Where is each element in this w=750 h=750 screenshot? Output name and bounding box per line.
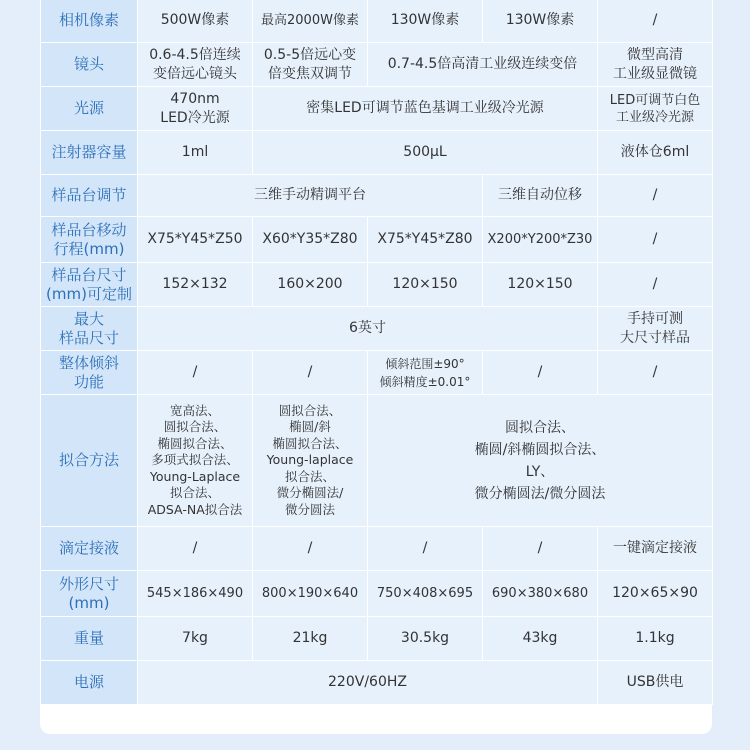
cell-value: 130W像素 (368, 0, 483, 43)
cell-value: 120×150 (368, 263, 483, 307)
row-dispensing (41, 527, 713, 571)
row-max-sample-size (41, 307, 713, 351)
cell-value: 一键滴定接液 (598, 527, 713, 571)
row-dimensions (41, 571, 713, 617)
cell-value: 1.1kg (598, 617, 713, 661)
row-stage-travel (41, 217, 713, 263)
cell-value: 液体仓6ml (598, 131, 713, 175)
row-label: 镜头 (41, 43, 138, 87)
cell-value: 微型高清 工业级显微镜 (598, 43, 713, 87)
row-label: 外形尺寸 (mm) (41, 571, 138, 617)
cell-value: 470nm LED冷光源 (138, 87, 253, 131)
cell-value: 6英寸 (138, 307, 598, 351)
cell-value: / (253, 351, 368, 395)
cell-value: 750×408×695 (368, 571, 483, 617)
row-label: 重量 (41, 617, 138, 661)
cell-value: / (253, 527, 368, 571)
spec-table (40, 0, 713, 705)
cell-value: 三维手动精调平台 (138, 175, 483, 217)
row-camera-pixels (41, 0, 713, 43)
row-syringe-capacity (41, 131, 713, 175)
cell-value: / (483, 351, 598, 395)
cell-value: X60*Y35*Z80 (253, 217, 368, 263)
row-power (41, 661, 713, 705)
row-label: 样品台尺寸 (mm)可定制 (41, 263, 138, 307)
cell-value: 宽高法、 圆拟合法、 椭圆拟合法、 多项式拟合法、 Young-Laplace 拟合法、 ADSA-NA拟合法 (138, 395, 253, 527)
cell-value: 500μL (253, 131, 598, 175)
cell-value: 0.5-5倍远心变 倍变焦双调节 (253, 43, 368, 87)
cell-value: 圆拟合法、 椭圆/斜 椭圆拟合法、 Young-laplace 拟合法、 微分椭圆法/ 微分圆法 (253, 395, 368, 527)
cell-value: / (483, 527, 598, 571)
cell-value: 800×190×640 (253, 571, 368, 617)
cell-value: / (368, 527, 483, 571)
cell-value: / (598, 175, 713, 217)
cell-value: LED可调节白色 工业级冷光源 (598, 87, 713, 131)
cell-value: / (598, 351, 713, 395)
cell-value: X75*Y45*Z50 (138, 217, 253, 263)
row-lens (41, 43, 713, 87)
cell-value: 圆拟合法、 椭圆/斜椭圆拟合法、 LY、 微分椭圆法/微分圆法 (368, 395, 713, 527)
cell-value: X200*Y200*Z30 (483, 217, 598, 263)
cell-value: 160×200 (253, 263, 368, 307)
row-tilt (41, 351, 713, 395)
row-stage-adjust (41, 175, 713, 217)
cell-value: 手持可测 大尺寸样品 (598, 307, 713, 351)
cell-value: / (138, 527, 253, 571)
cell-value: 三维自动位移 (483, 175, 598, 217)
cell-value: 690×380×680 (483, 571, 598, 617)
row-fitting-methods (41, 395, 713, 527)
row-label: 样品台调节 (41, 175, 138, 217)
row-label: 滴定接液 (41, 527, 138, 571)
row-label: 相机像素 (41, 0, 138, 43)
cell-value: 1ml (138, 131, 253, 175)
cell-value: 500W像素 (138, 0, 253, 43)
cell-value: 21kg (253, 617, 368, 661)
row-weight (41, 617, 713, 661)
cell-value: 130W像素 (483, 0, 598, 43)
row-light-source (41, 87, 713, 131)
row-stage-size (41, 263, 713, 307)
row-label: 电源 (41, 661, 138, 705)
cell-value: 0.6-4.5倍连续 变倍远心镜头 (138, 43, 253, 87)
row-label: 样品台移动 行程(mm) (41, 217, 138, 263)
row-label: 拟合方法 (41, 395, 138, 527)
cell-value: 最高2000W像素 (253, 0, 368, 43)
row-label: 整体倾斜 功能 (41, 351, 138, 395)
cell-value: 545×186×490 (138, 571, 253, 617)
cell-value: 密集LED可调节蓝色基调工业级冷光源 (253, 87, 598, 131)
row-label: 光源 (41, 87, 138, 131)
cell-value: 120×65×90 (598, 571, 713, 617)
cell-value: 7kg (138, 617, 253, 661)
cell-value: / (598, 0, 713, 43)
cell-value: / (598, 217, 713, 263)
cell-value: 152×132 (138, 263, 253, 307)
table-bottom-strip (40, 704, 712, 734)
row-label: 注射器容量 (41, 131, 138, 175)
cell-value: / (138, 351, 253, 395)
row-label: 最大 样品尺寸 (41, 307, 138, 351)
cell-value: 220V/60HZ (138, 661, 598, 705)
cell-value: X75*Y45*Z80 (368, 217, 483, 263)
cell-value: 30.5kg (368, 617, 483, 661)
cell-value: 43kg (483, 617, 598, 661)
cell-value: USB供电 (598, 661, 713, 705)
cell-value: 120×150 (483, 263, 598, 307)
cell-value: 倾斜范围±90° 倾斜精度±0.01° (368, 351, 483, 395)
cell-value: / (598, 263, 713, 307)
cell-value: 0.7-4.5倍高清工业级连续变倍 (368, 43, 598, 87)
